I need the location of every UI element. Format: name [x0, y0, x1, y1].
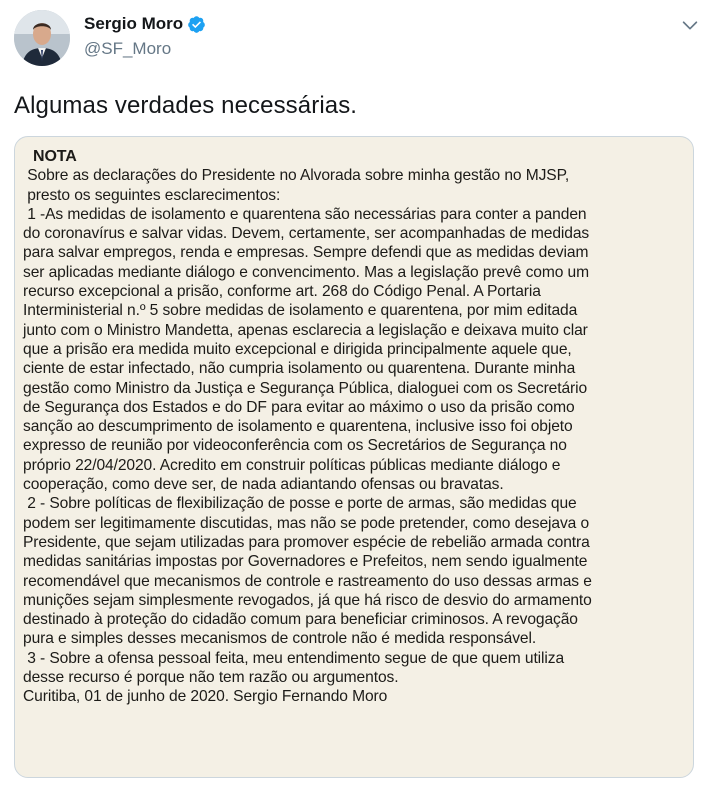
author-display-name[interactable]: Sergio Moro [84, 14, 184, 33]
note-line: munições sejam simplesmente revogados, já que há risco de desvio do armamento [23, 591, 592, 609]
note-line: Sobre as declarações do Presidente no Alvorada sobre minha gestão no MJSP, [23, 167, 570, 185]
author-handle[interactable]: @SF_Moro [84, 39, 172, 58]
note-line: presto os seguintes esclarecimentos: [23, 186, 281, 204]
note-line: pura e simples desses mecanismos de controle não é medida responsável. [23, 630, 537, 648]
note-body [23, 166, 693, 706]
avatar-image [14, 10, 70, 66]
note-title: NOTA [33, 148, 77, 165]
note-line: expresso de reunião por videoconferência com os Secretários de Segurança no [23, 437, 567, 455]
note-line: podem ser legitimamente discutidas, mas não se pode pretender, como desejava o [23, 514, 590, 532]
note-line: Curitiba, 01 de junho de 2020. Sergio Fernando Moro [23, 688, 388, 706]
note-line: ciente de estar infectado, não cumpria isolamento ou quarentena. Durante minha [23, 360, 576, 378]
note-line: Presidente, que sejam utilizadas para promover espécie de rebelião armada contra [23, 533, 590, 551]
chevron-down-icon[interactable] [679, 14, 701, 36]
note-line: do coronavírus e salvar vidas. Devem, certamente, ser acompanhadas de medidas [23, 225, 590, 243]
note-line: ser aplicadas mediante diálogo e convencimento. Mas a legislação prevê como um [23, 263, 590, 281]
tweet-image[interactable] [14, 136, 694, 778]
note-line: desse recurso é porque não tem razão ou argumentos. [23, 669, 399, 687]
note-line: para salvar empregos, renda e empresas. Sempre defendi que as medidas deviam [23, 244, 589, 262]
note-line: gestão como Ministro da Justiça e Segurança Pública, dialoguei com os Secretário [23, 379, 588, 397]
note-line: recurso excepcional a prisão, conforme art. 268 do Código Penal. A Portaria [23, 283, 541, 301]
author-name-row [84, 14, 206, 34]
note-line: medidas sanitárias impostas por Governadores e Prefeitos, nem sendo igualmente [23, 553, 588, 571]
note-line: Interministerial n.º 5 sobre medidas de isolamento e quarentena, por mim editada [23, 302, 578, 320]
note-line: cooperação, como deve ser, de nada adiantando ofensas ou bravatas. [23, 476, 504, 494]
note-line: recomendável que mecanismos de controle e rastreamento do uso dessas armas e [23, 572, 592, 590]
note-line: 1 -As medidas de isolamento e quarentena são necessárias para conter a panden [23, 205, 587, 223]
note-line: 2 - Sobre políticas de flexibilização de posse e porte de armas, são medidas que [23, 495, 577, 513]
note-line: que a prisão era medida muito excepcional e dirigida principalmente aquele que, [23, 340, 572, 358]
verified-badge-icon [187, 15, 206, 34]
note-line: de Segurança dos Estados e do DF para evitar ao máximo o uso da prisão como [23, 398, 575, 416]
note-line: 3 - Sobre a ofensa pessoal feita, meu entendimento segue de que quem utiliza [23, 649, 565, 667]
note-line: sanção ao descumprimento de isolamento e quarentena, inclusive isso foi objeto [23, 418, 573, 436]
note-document [23, 147, 693, 707]
note-line: próprio 22/04/2020. Acredito em construir políticas públicas mediante diálogo e [23, 456, 561, 474]
tweet-text: Algumas verdades necessárias. [14, 92, 358, 119]
note-line: destinado à proteção do cidadão comum para beneficiar criminosos. A revogação [23, 611, 578, 629]
note-line: junto com o Ministro Mandetta, apenas esclarecia a legislação e deixava muito clar [23, 321, 588, 339]
avatar[interactable] [14, 10, 70, 66]
